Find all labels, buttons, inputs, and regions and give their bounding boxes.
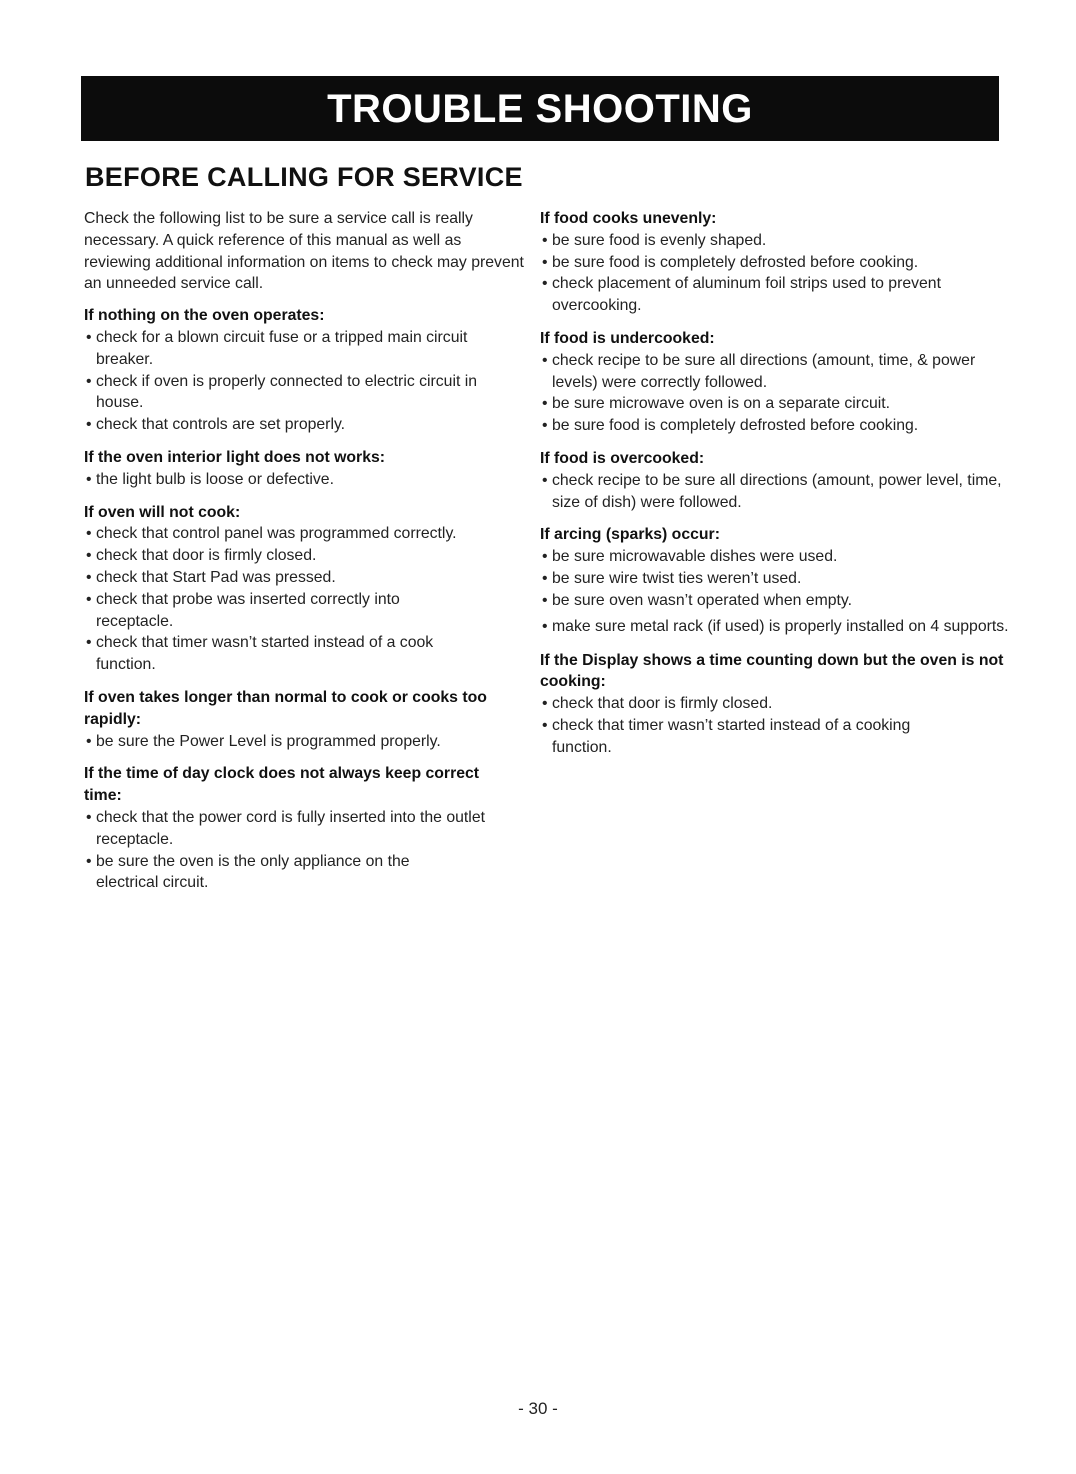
- list-item-text: be sure microwave oven is on a separate circuit.: [552, 395, 891, 413]
- bullet-icon: •: [86, 808, 92, 826]
- bullet-list: [84, 469, 524, 491]
- list-item: [540, 230, 1010, 252]
- banner-title: TROUBLE SHOOTING: [327, 86, 753, 131]
- list-item: [84, 523, 524, 545]
- bullet-icon: •: [542, 695, 548, 713]
- bullet-icon: •: [542, 591, 548, 609]
- bullet-icon: •: [542, 548, 548, 566]
- troubleshoot-block-undercooked: [540, 328, 1010, 437]
- list-item: [84, 807, 524, 851]
- bullet-list: [84, 523, 524, 676]
- troubleshoot-block-display-countdown: [540, 650, 1010, 759]
- list-item-text: check recipe to be sure all directions (amount, time, & power levels) were correctly followed.: [552, 351, 976, 391]
- bullet-list: [540, 350, 1010, 437]
- bullet-icon: •: [542, 569, 548, 587]
- troubleshoot-block-nothing-operates: [84, 305, 524, 436]
- block-heading: If nothing on the oven operates:: [84, 307, 325, 325]
- list-item-text: check that timer wasn’t started instead of a cooking function.: [552, 716, 911, 756]
- bullet-icon: •: [86, 732, 92, 750]
- list-item: [540, 393, 1010, 415]
- list-item: [84, 851, 524, 895]
- list-item-text: check that door is firmly closed.: [552, 695, 773, 713]
- list-item-text: the light bulb is loose or defective.: [96, 470, 334, 488]
- block-heading: If the time of day clock does not always keep correct time:: [84, 765, 480, 805]
- list-item: [84, 469, 524, 491]
- list-item-text: check that probe was inserted correctly into receptacle.: [96, 590, 400, 630]
- bullet-icon: •: [86, 547, 92, 565]
- section-title: BEFORE CALLING FOR SERVICE: [85, 162, 523, 192]
- list-item-text: be sure oven wasn’t operated when empty.: [552, 591, 853, 609]
- bullet-icon: •: [542, 395, 548, 413]
- block-heading: If arcing (sparks) occur:: [540, 526, 720, 544]
- list-item: [540, 693, 1010, 715]
- list-item-text: be sure the Power Level is programmed properly.: [96, 732, 441, 750]
- list-item-text: check that controls are set properly.: [96, 416, 346, 434]
- list-item: [540, 470, 1010, 514]
- bullet-list: [540, 693, 1010, 758]
- block-heading: If food cooks unevenly:: [540, 210, 717, 227]
- bullet-icon: •: [86, 328, 92, 346]
- list-item-text: be sure food is evenly shaped.: [552, 231, 767, 249]
- list-item: [84, 414, 524, 436]
- block-heading: If food is overcooked:: [540, 449, 705, 467]
- list-item-text: check that Start Pad was pressed.: [96, 568, 336, 586]
- bullet-icon: •: [86, 590, 92, 608]
- bullet-icon: •: [542, 231, 548, 249]
- list-item: [540, 715, 1010, 759]
- list-item: [84, 589, 524, 633]
- bullet-icon: •: [542, 417, 548, 435]
- page-number: - 30 -: [518, 1399, 558, 1418]
- list-item-text: be sure microwavable dishes were used.: [552, 548, 838, 566]
- bullet-icon: •: [542, 617, 548, 635]
- troubleshoot-block-uneven: [540, 208, 1010, 317]
- list-item-text: check for a blown circuit fuse or a tripped main circuit breaker.: [96, 328, 468, 368]
- list-item-text: be sure food is completely defrosted before cooking.: [552, 417, 919, 435]
- right-column: [540, 208, 1010, 770]
- troubleshoot-block-interior-light: [84, 447, 524, 491]
- troubleshoot-block-will-not-cook: [84, 502, 524, 676]
- block-heading: If food is undercooked:: [540, 329, 715, 347]
- bullet-icon: •: [542, 275, 548, 293]
- troubleshoot-block-clock: [84, 763, 524, 894]
- bullet-list: [84, 327, 524, 436]
- list-item-text: check recipe to be sure all directions (amount, power level, time, size of dish) were followed.: [552, 471, 1002, 511]
- list-item-text: check if oven is properly connected to electric circuit in house.: [96, 372, 478, 412]
- block-heading: If the Display shows a time counting down but the oven is not cooking:: [540, 651, 1004, 691]
- bullet-list: [540, 546, 1010, 638]
- list-item-text: be sure food is completely defrosted before cooking.: [552, 253, 919, 271]
- list-item: [84, 632, 524, 676]
- list-item-text: check that the power cord is fully inserted into the outlet receptacle.: [96, 808, 485, 848]
- list-item: [540, 614, 1010, 639]
- bullet-list: [540, 230, 1010, 317]
- list-item-text: check that timer wasn’t started instead of a cook function.: [96, 634, 434, 674]
- block-heading: If oven will not cook:: [84, 503, 241, 521]
- title-banner: [81, 76, 999, 141]
- list-item: [84, 371, 524, 415]
- bullet-icon: •: [86, 634, 92, 652]
- list-item-text: be sure the oven is the only appliance on the electrical circuit.: [96, 852, 410, 892]
- intro-paragraph: Check the following list to be sure a service call is really necessary. A quick reference of this manual as well as reviewing additional information on items to check may prevent an unneeded service call.: [84, 210, 524, 293]
- bullet-list: [84, 731, 524, 753]
- bullet-icon: •: [86, 372, 92, 390]
- list-item: [84, 567, 524, 589]
- list-item: [540, 590, 1010, 612]
- list-item-text: check that door is firmly closed.: [96, 547, 317, 565]
- list-item: [540, 415, 1010, 437]
- bullet-icon: •: [86, 852, 92, 870]
- bullet-list: [84, 807, 524, 894]
- list-item-text: be sure wire twist ties weren’t used.: [552, 569, 802, 587]
- list-item: [84, 545, 524, 567]
- bullet-icon: •: [542, 351, 548, 369]
- list-item-text: check placement of aluminum foil strips used to prevent overcooking.: [552, 275, 941, 315]
- list-item: [540, 546, 1010, 568]
- list-item: [540, 350, 1010, 394]
- bullet-icon: •: [86, 568, 92, 586]
- block-heading: If the oven interior light does not works:: [84, 448, 386, 466]
- block-heading: If oven takes longer than normal to cook or cooks too rapidly:: [84, 688, 487, 728]
- left-column: [84, 208, 524, 905]
- list-item: [84, 731, 524, 753]
- list-item-text: make sure metal rack (if used) is properly installed on 4 supports.: [552, 617, 1009, 635]
- bullet-list: [540, 470, 1010, 514]
- list-item: [540, 252, 1010, 274]
- troubleshoot-block-arcing: [540, 524, 1010, 638]
- list-item-text: check that control panel was programmed correctly.: [96, 525, 457, 543]
- bullet-icon: •: [86, 470, 92, 488]
- bullet-icon: •: [86, 416, 92, 434]
- bullet-icon: •: [86, 525, 92, 543]
- bullet-icon: •: [542, 253, 548, 271]
- bullet-icon: •: [542, 716, 548, 734]
- troubleshoot-block-overcooked: [540, 448, 1010, 513]
- list-item: [540, 273, 1010, 317]
- list-item: [84, 327, 524, 371]
- bullet-icon: •: [542, 471, 548, 489]
- troubleshoot-block-cook-time: [84, 687, 524, 752]
- list-item: [540, 568, 1010, 590]
